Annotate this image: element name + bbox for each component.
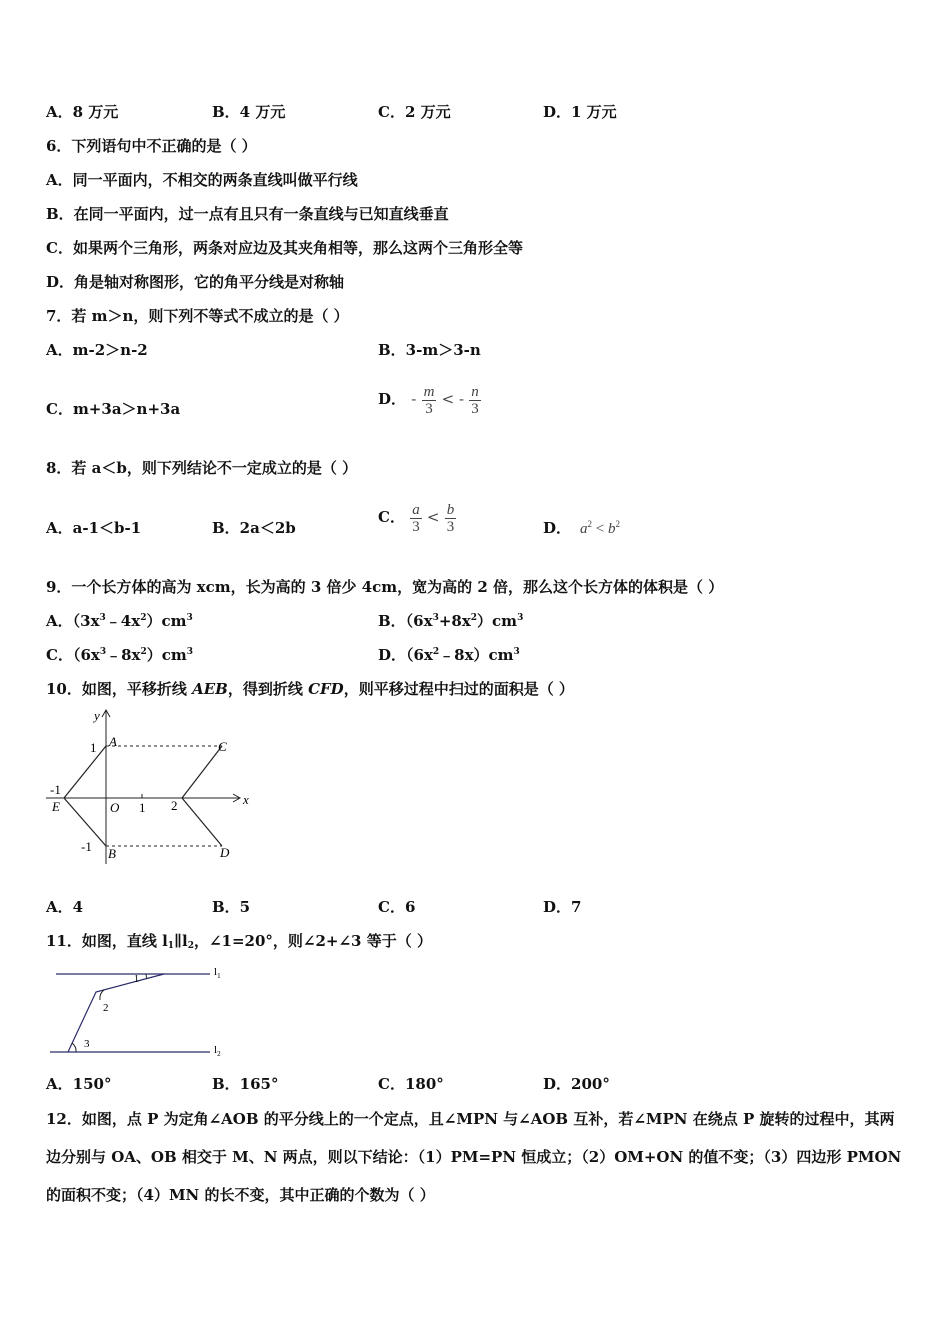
q8-option-a: A．a-1＜b-1 <box>46 519 142 537</box>
q5-option-a: A．8 万元 <box>46 103 119 121</box>
label-neg-one-y: -1 <box>81 839 92 854</box>
q5-option-b: B．4 万元 <box>212 103 286 121</box>
q6-option-a: A．同一平面内，不相交的两条直线叫做平行线 <box>46 171 358 189</box>
q10-stem: 10．如图，平移折线 AEB，得到折线 CFD，则平移过程中扫过的面积是（ ） <box>46 680 574 698</box>
q8-c-fraction-b: $\frac{b}{3}$ <box>446 501 455 535</box>
q7-d-fraction-m: $\frac{m}{3}$ <box>423 383 435 417</box>
q8-d-expression: $a^2 < b^2$ <box>580 519 620 537</box>
label-o: O <box>110 800 120 815</box>
q7-d-neg: - <box>411 390 417 408</box>
q9-option-c: C．$(6x^3﹣8x^2)cm^3$ <box>46 646 194 664</box>
q9-option-a: A．$(3x^3﹣4x^2)cm^3$ <box>46 612 193 630</box>
q11-option-b: B．165° <box>212 1075 279 1093</box>
polyline-cfd <box>182 746 222 846</box>
label-l1: $l_1$ <box>214 966 221 980</box>
q8-c-fraction-a: $\frac{a}{3}$ <box>412 501 420 535</box>
q5-option-d: D．1 万元 <box>543 103 617 121</box>
label-one-y: 1 <box>90 740 97 755</box>
q7-d-label: D． <box>378 390 407 408</box>
q10-option-a: A．4 <box>46 898 84 916</box>
angle-2-arc <box>100 990 104 1000</box>
q10-option-c: C．6 <box>378 898 416 916</box>
label-y: y <box>94 708 100 723</box>
q11-option-d: D．200° <box>543 1075 610 1093</box>
label-angle-1: 1 <box>134 974 139 985</box>
q6-option-c: C．如果两个三角形，两条对应边及其夹角相等，那么这两个三角形全等 <box>46 239 523 257</box>
q8-option-b: B．2a＜2b <box>212 519 296 537</box>
q7-stem: 7．若 m＞n，则下列不等式不成立的是（ ） <box>46 307 349 325</box>
label-b: B <box>108 846 116 861</box>
q7-option-b: B．3-m＞3-n <box>378 341 481 359</box>
q11-stem: 11．如图，直线 $l_1\parallel l_2$，∠1=20°，则∠2+∠3 等于（ ） <box>46 932 432 951</box>
label-x: x <box>243 792 249 807</box>
q11-option-c: C．180° <box>378 1075 444 1093</box>
q6-option-b: B．在同一平面内，过一点有且只有一条直线与已知直线垂直 <box>46 205 449 223</box>
label-c: C <box>218 739 227 754</box>
q7-d-operator: < - <box>441 390 465 408</box>
q7-d-fraction-n: $\frac{n}{3}$ <box>471 383 479 417</box>
q9-stem: 9．一个长方体的高为 xcm，长为高的 3 倍少 4cm，宽为高的 2 倍，那么这个长方体的体积是（ ） <box>46 578 724 596</box>
q7-option-d <box>378 378 481 420</box>
q6-option-d: D．角是轴对称图形，它的角平分线是对称轴 <box>46 273 345 291</box>
q8-stem: 8．若 a＜b，则下列结论不一定成立的是（ ） <box>46 459 358 477</box>
q8-c-label: C． <box>378 508 405 526</box>
zigzag-line <box>68 974 164 1052</box>
q10-figure <box>44 704 250 866</box>
polyline-aeb <box>64 746 106 846</box>
q11-figure <box>46 960 236 1060</box>
q10-option-d: D．7 <box>543 898 582 916</box>
q5-option-c: C．2 万元 <box>378 103 451 121</box>
label-angle-3: 3 <box>84 1038 90 1050</box>
q8-option-d <box>543 518 620 539</box>
angle-3-arc <box>72 1043 76 1052</box>
label-angle-2: 2 <box>103 1002 109 1014</box>
q9-option-b: B．$(6x^3+8x^2)cm^3$ <box>378 612 524 630</box>
q8-option-c <box>378 496 456 538</box>
q10-option-b: B．5 <box>212 898 251 916</box>
q12-stem: 12．如图，点 P 为定角∠AOB 的平分线上的一个定点，且∠MPN 与∠AOB 互补，若∠MPN 在绕点 P 旋转的过程中，其两边分别与 OA、OB 相交于 M、N 两点，则以下结论：（1）PM=PN 恒成立；（2）OM+ON 的值不变；（3）四边形 PMON 的面积不变；（4）MN 的长不变，其中正确的个数为（ ） <box>46 1110 902 1204</box>
q7-option-a: A．m-2＞n-2 <box>46 341 148 359</box>
label-neg-one-x: -1 <box>50 782 61 797</box>
q8-c-operator: < <box>426 508 440 526</box>
q11-option-a: A．150° <box>46 1075 112 1093</box>
label-l2: $l_2$ <box>214 1044 221 1058</box>
label-e: E <box>52 799 60 814</box>
q7-option-c: C．m+3a＞n+3a <box>46 400 181 418</box>
label-a: A <box>109 734 117 749</box>
q9-option-d: D．$(6x^2﹣8x)cm^3$ <box>378 646 520 664</box>
label-one-x: 1 <box>139 800 146 815</box>
label-d: D <box>220 845 230 860</box>
q6-stem: 6．下列语句中不正确的是（ ） <box>46 137 257 155</box>
q8-d-label: D． <box>543 519 572 537</box>
label-two-x: 2 <box>171 798 178 813</box>
